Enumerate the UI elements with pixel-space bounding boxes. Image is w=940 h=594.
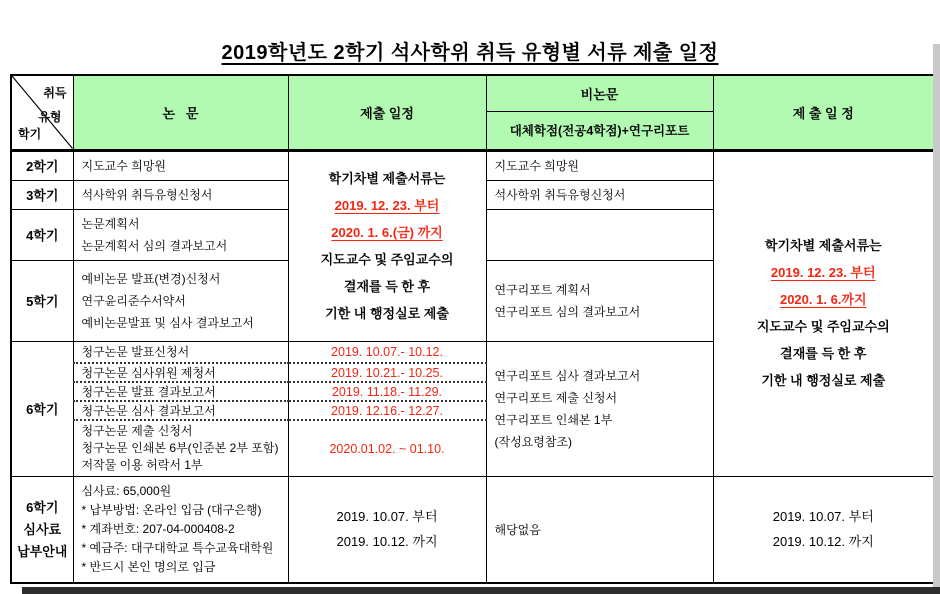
doc-line: 저작물 이용 허락서 1부: [81, 458, 203, 472]
header-nonthesis: 비논문: [486, 75, 713, 111]
document-page: [0, 36, 940, 594]
cell-fee-details: [73, 477, 288, 584]
cell-sem6-date-3: 2019. 12.16.- 12.27.: [288, 401, 486, 420]
doc-line: 연구리포트 심사 결과보고서: [494, 368, 641, 383]
cell-schedule-right-merged: [713, 150, 934, 477]
schedule-line: 결재를 득 한 후: [343, 278, 431, 294]
fee-detail-line: * 반드시 본인 명의로 입금: [81, 560, 216, 574]
schedule-date-to: 2020. 1. 6.까지: [779, 292, 867, 308]
doc-line: 석사학위 취득유형신청서: [494, 187, 626, 202]
doc-line: 석사학위 취득유형신청서: [81, 187, 213, 202]
cell-sem6-final-date: 2020.01.02. ~ 01.10.: [288, 420, 486, 477]
schedule-line: 기한 내 행정실로 제출: [761, 373, 886, 389]
schedule-table: [10, 74, 935, 584]
cell-sem3-label: 3학기: [11, 180, 73, 209]
corner-label-type2: 유형: [38, 110, 62, 124]
cell-sem6-doc-1: 청구논문 심사위원 제청서: [73, 363, 288, 382]
schedule-date-from: 2019. 12. 23. 부터: [770, 265, 876, 281]
doc-line: 청구논문 제출 신청서: [81, 424, 193, 438]
cell-sem6-date-1: 2019. 10.21.- 10.25.: [288, 363, 486, 382]
cell-sem2-nonthesis: [486, 150, 713, 180]
page-title-text: 2019학년도 2학기 석사학위 취득 유형별 서류 제출 일정: [221, 42, 719, 64]
doc-line: 해당없음: [494, 522, 541, 537]
doc-line: (작성요령참조): [494, 434, 573, 449]
doc-line: 연구리포트 심의 결과보고서: [494, 304, 641, 319]
cell-sem6-date-2: 2019. 11.18.- 11.29.: [288, 382, 486, 401]
header-thesis: 논 문: [73, 75, 288, 150]
doc-line: 예비논문발표 및 심사 결과보고서: [81, 315, 254, 330]
fee-label-line: 납부안내: [17, 543, 68, 559]
fee-detail-line: * 계좌번호: 207-04-000408-2: [81, 522, 235, 536]
schedule-line: 학기차별 제출서류는: [764, 238, 882, 254]
fee-detail-line: 심사료: 65,000원: [81, 484, 172, 498]
schedule-date-to: 2020. 1. 6.(금) 까지: [331, 224, 443, 240]
fee-date-line: 2019. 10.12. 까지: [336, 534, 438, 549]
cell-sem3-thesis: [73, 180, 288, 209]
fee-detail-line: * 예금주: 대구대학교 특수교육대학원: [81, 541, 274, 555]
cell-sem3-nonthesis: [486, 180, 713, 209]
fee-date-line: 2019. 10.07. 부터: [336, 509, 438, 524]
doc-line: 지도교수 희망원: [494, 158, 579, 173]
cell-sem4-nonthesis: [486, 209, 713, 260]
page-title: [0, 36, 940, 65]
fee-label-line: 6학기: [26, 499, 59, 515]
schedule-line: 지도교수 및 주임교수의: [756, 319, 890, 335]
cell-sem6-doc-2: 청구논문 발표 결과보고서: [73, 382, 288, 401]
window-bottom-edge: [22, 587, 940, 594]
cell-sem6-date-0: 2019. 10.07.- 10.12.: [288, 341, 486, 363]
schedule-line: 기한 내 행정실로 제출: [325, 305, 449, 321]
corner-header-cell: [11, 75, 73, 150]
cell-sem6-doc-3: 청구논문 심사 결과보고서: [73, 401, 288, 420]
fee-date-line: 2019. 10.12. 까지: [772, 534, 874, 549]
doc-line: 예비논문 발표(변경)신청서: [81, 271, 221, 286]
doc-line: 연구리포트 인쇄본 1부: [494, 412, 613, 427]
doc-line: 논문계획서: [81, 216, 140, 231]
header-nonthesis-sub: 대체학점(전공4학점)+연구리포트: [486, 111, 713, 150]
doc-line: 지도교수 희망원: [81, 158, 166, 173]
schedule-line: 학기차별 제출서류는: [328, 170, 446, 186]
cell-sem5-nonthesis: [486, 260, 713, 341]
fee-date-line: 2019. 10.07. 부터: [772, 509, 874, 524]
corner-label-semester: 학기: [18, 126, 42, 141]
cell-sem6-label: 6학기: [11, 341, 73, 477]
doc-line: 연구리포트 계획서: [494, 282, 591, 297]
fee-label-line: 심사료: [23, 521, 62, 537]
cell-sem5-thesis: [73, 260, 288, 341]
doc-line: 청구논문 인쇄본 6부(인준본 2부 포함): [81, 441, 279, 455]
cell-sem4-label: 4학기: [11, 209, 73, 260]
schedule-date-from: 2019. 12. 23. 부터: [334, 197, 440, 213]
cell-sem6-doc-0: 청구논문 발표신청서: [73, 341, 288, 363]
cell-fee-dates-left: [288, 477, 486, 584]
doc-line: 논문계획서 심의 결과보고서: [81, 238, 228, 253]
cell-sem5-label: 5학기: [11, 260, 73, 341]
cell-fee-label: [11, 477, 73, 584]
cell-sem2-thesis: [73, 150, 288, 180]
schedule-line: 결재를 득 한 후: [780, 346, 867, 362]
doc-line: 연구윤리준수서약서: [81, 293, 186, 308]
corner-label-type1: 취득: [43, 86, 67, 100]
cell-sem6-final-docs: [73, 420, 288, 477]
fee-detail-line: * 납부방법: 온라인 입금 (대구은행): [81, 503, 262, 517]
window-right-edge: [933, 44, 940, 587]
cell-sem6-nonthesis: [486, 341, 713, 477]
schedule-line: 지도교수 및 주임교수의: [320, 251, 454, 267]
header-schedule-right: 제 출 일 정: [713, 75, 934, 150]
cell-schedule-left-merged: [288, 150, 486, 341]
cell-sem2-label: 2학기: [11, 150, 73, 180]
header-schedule-left: 제출 일정: [288, 75, 486, 150]
cell-sem4-thesis: [73, 209, 288, 260]
cell-fee-nonthesis: [486, 477, 713, 584]
doc-line: 연구리포트 제출 신청서: [494, 390, 618, 405]
cell-fee-dates-right: [713, 477, 934, 584]
